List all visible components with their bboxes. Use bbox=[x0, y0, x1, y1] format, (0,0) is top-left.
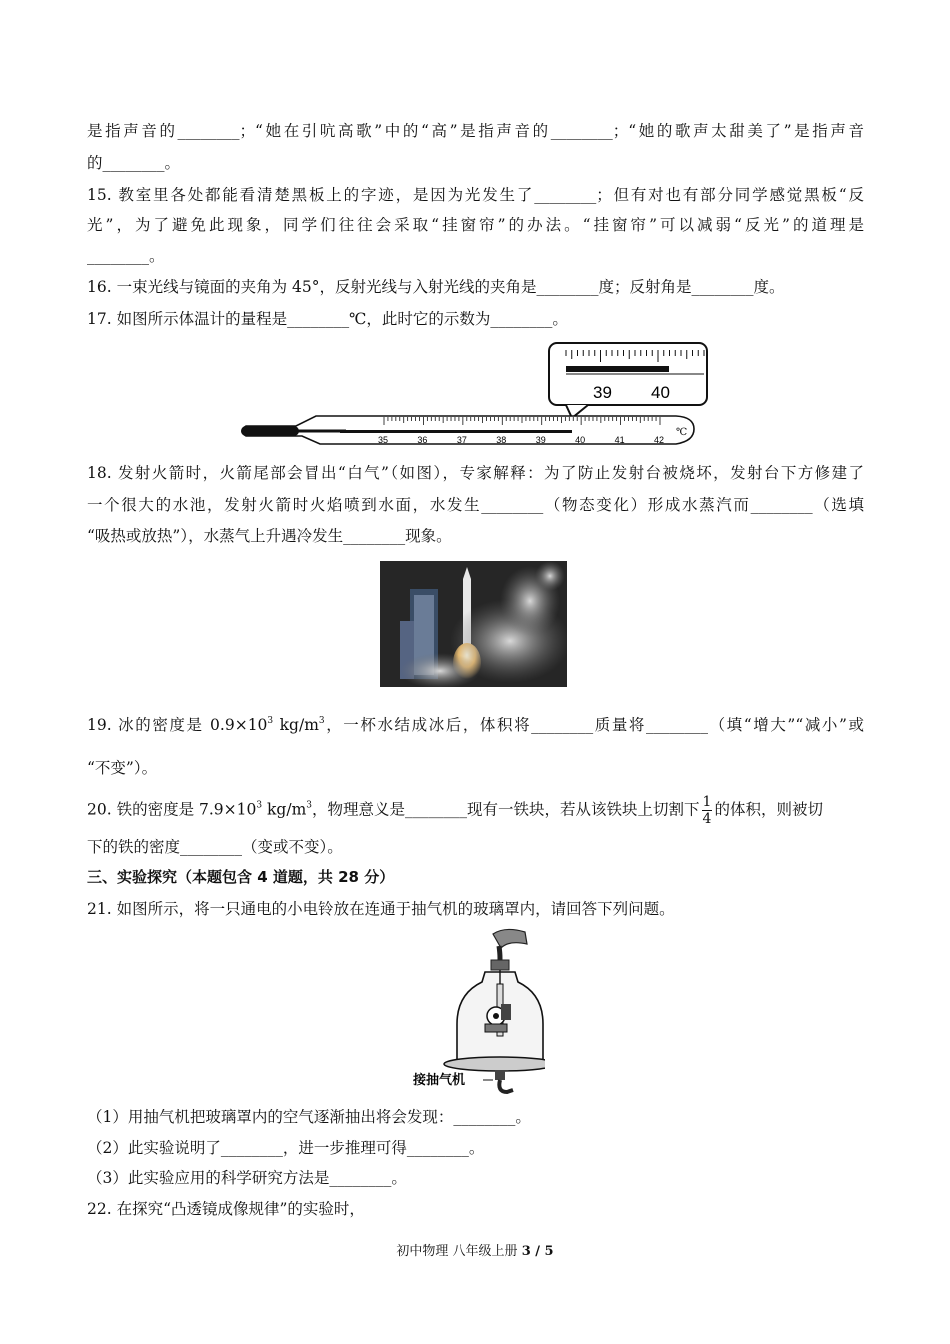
footer-page-number: 3 bbox=[521, 1244, 531, 1259]
q19-line-1 bbox=[87, 714, 864, 736]
q19-exp: 3 bbox=[267, 716, 274, 726]
q16-text: 16. 一束光线与镜面的夹角为 45°，反射光线与入射光线的夹角是________度；反射角是________度。 bbox=[87, 278, 785, 296]
thermometer-bulb bbox=[241, 426, 299, 436]
q21-part-2: （2）此实验说明了________，进一步推理可得________。 bbox=[87, 1139, 485, 1157]
scale-label: 38 bbox=[496, 435, 507, 445]
inset-mercury bbox=[566, 366, 669, 372]
fraction-numerator: 1 bbox=[702, 794, 712, 810]
q19-unit: kg/m bbox=[273, 716, 319, 734]
q18-line-2: 一个很大的水池，发射火箭时火焰喷到水面，水发生________（物态变化）形成水蒸汽而________（选填 bbox=[87, 496, 864, 514]
base-outlet bbox=[495, 1070, 505, 1080]
q20-post: 的体积，则被切 bbox=[714, 800, 823, 819]
q20-pre: 20. 铁的密度是 7.9×10 bbox=[87, 800, 257, 819]
q19-line-2: “不变”）。 bbox=[87, 759, 158, 777]
footer-title: 初中物理 八年级上册 bbox=[396, 1244, 518, 1259]
rocket-photo-drawing bbox=[380, 561, 567, 687]
q20-line-2: 下的铁的密度________（变或不变）。 bbox=[87, 838, 343, 856]
bell-clapper bbox=[493, 1013, 499, 1019]
section-3-heading: 三、实验探究（本题包含 4 道题，共 28 分） bbox=[87, 868, 395, 886]
inset-label-39: 39 bbox=[593, 383, 612, 402]
q20-unit-exp: 3 bbox=[306, 800, 313, 811]
q20-mid: ，物理意义是________现有一铁块，若从该铁块上切割下 bbox=[312, 800, 700, 819]
scale-label: 41 bbox=[614, 435, 625, 445]
q21-text: 21. 如图所示，将一只通电的小电铃放在连通于抽气机的玻璃罩内，请回答下列问题。 bbox=[87, 900, 675, 918]
page-footer bbox=[0, 1240, 950, 1259]
scale-label: 36 bbox=[417, 435, 428, 445]
bell-mechanism bbox=[501, 1004, 511, 1020]
jar-base-plate bbox=[444, 1057, 545, 1071]
q18-line-3: “吸热或放热”），水蒸气上升遇冷发生________现象。 bbox=[87, 527, 452, 545]
q18-line-1: 18. 发射火箭时，火箭尾部会冒出“白气”（如图），专家解释：为了防止发射台被烧坏，发射台下方修建了 bbox=[87, 464, 864, 482]
q21-part-3: （3）此实验应用的科学研究方法是________。 bbox=[87, 1169, 407, 1187]
bell-base bbox=[485, 1024, 507, 1032]
q19-post: ，一杯水结成冰后，体积将________质量将________（填“增大”“减小”或 bbox=[324, 716, 864, 734]
q17-text: 17. 如图所示体温计的量程是________℃，此时它的示数为________。 bbox=[87, 310, 568, 328]
outlet-pipe bbox=[499, 1080, 513, 1092]
q15-line-3: ________。 bbox=[87, 247, 165, 265]
thermometer-figure bbox=[236, 340, 712, 452]
thermometer-unit: ℃ bbox=[676, 427, 688, 438]
vacuum-hose-top bbox=[493, 929, 527, 948]
q20-exp: 3 bbox=[256, 800, 263, 811]
scale-label: 40 bbox=[575, 435, 586, 445]
bell-jar-figure bbox=[405, 924, 545, 1096]
q15-line-2: 光”，为了避免此现象，同学们往往会采取“挂窗帘”的办法。“挂窗帘”可以减弱“反光”的道理是 bbox=[87, 216, 864, 234]
q19-pre: 19. 冰的密度是 0.9×10 bbox=[87, 716, 268, 734]
q21-part-1: （1）用抽气机把玻璃罩内的空气逐渐抽出将会发现：________。 bbox=[87, 1108, 531, 1126]
inset-label-40: 40 bbox=[651, 383, 670, 402]
fraction-denominator: 4 bbox=[702, 811, 712, 827]
scale-label: 42 bbox=[654, 435, 665, 445]
rocket-launch-photo bbox=[380, 561, 567, 687]
q20-unit: kg/m bbox=[262, 800, 307, 819]
scale-label: 37 bbox=[456, 435, 467, 445]
jar-stopper bbox=[491, 960, 509, 970]
scale-label: 39 bbox=[535, 435, 546, 445]
q22-text: 22. 在探究“凸透镜成像规律”的实验时， bbox=[87, 1200, 365, 1218]
q15-line-1: 15. 教室里各处都能看清楚黑板上的字迹，是因为光发生了________；但有对也有部分同学感觉黑板“反 bbox=[87, 186, 864, 204]
scale-label: 35 bbox=[378, 435, 389, 445]
thermometer-mercury-column bbox=[340, 430, 572, 433]
q20-line-1 bbox=[87, 794, 864, 827]
pump-connection-label: 接抽气机 bbox=[413, 1073, 466, 1088]
q19-unit-exp: 3 bbox=[318, 716, 325, 726]
q20-fraction bbox=[702, 794, 713, 827]
q14-line-2: 是指声音的________；“她在引吭高歌”中的“高”是指声音的________；“她的歌声太甜美了”是指声音 bbox=[87, 122, 864, 140]
q14-line-3: 的________。 bbox=[87, 154, 181, 172]
footer-separator: / bbox=[530, 1244, 545, 1259]
footer-total-pages: 5 bbox=[544, 1244, 554, 1259]
